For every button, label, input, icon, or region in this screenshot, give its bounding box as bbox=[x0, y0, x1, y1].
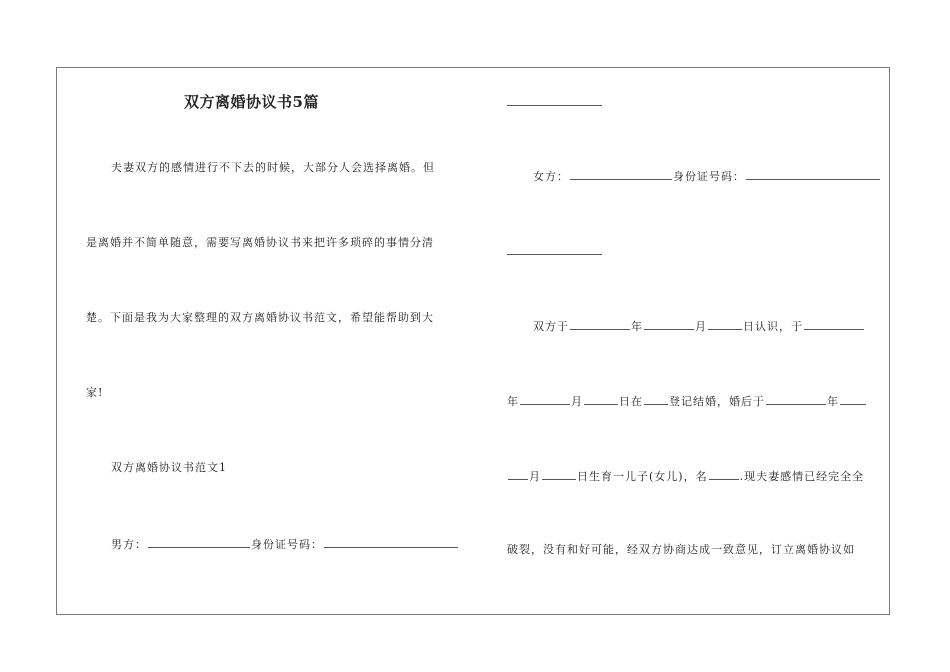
sample-heading: 双方离婚协议书范文1 bbox=[111, 461, 227, 474]
relationship-broken-text: .现夫妻感情已经完全全 bbox=[739, 470, 865, 483]
female-name-blank[interactable] bbox=[570, 168, 672, 180]
birth-year-blank[interactable] bbox=[766, 393, 826, 405]
birth-label: 日生育一儿子(女儿)，名 bbox=[577, 470, 708, 483]
female-id-blank[interactable] bbox=[746, 168, 880, 180]
register-year-blank[interactable] bbox=[804, 318, 864, 330]
male-info-line bbox=[111, 536, 459, 552]
male-id-blank[interactable] bbox=[324, 536, 458, 548]
month-label: 月 bbox=[695, 320, 707, 333]
intro-line-4: 家! bbox=[86, 386, 104, 399]
year-label: 年 bbox=[827, 395, 839, 408]
birth-day-blank[interactable] bbox=[542, 468, 576, 480]
female-info-line bbox=[533, 168, 881, 184]
day-at-label: 日在 bbox=[619, 395, 643, 408]
intro-line-1: 夫妻双方的感情进行不下去的时候，大部分人会选择离婚。但 bbox=[111, 161, 435, 174]
child-name-blank[interactable] bbox=[709, 468, 739, 480]
register-place-blank[interactable] bbox=[644, 393, 668, 405]
intro-line-3: 楚。下面是我为大家整理的双方离婚协议书范文，希望能帮助到大 bbox=[86, 311, 434, 324]
met-day-blank[interactable] bbox=[708, 318, 742, 330]
month-label: 月 bbox=[529, 470, 541, 483]
document-title: 双方离婚协议书5篇 bbox=[184, 93, 319, 111]
female-id-continuation-blank[interactable] bbox=[507, 254, 602, 255]
registered-label: 登记结婚，婚后于 bbox=[669, 395, 765, 408]
year-label: 年 bbox=[507, 395, 519, 408]
birth-month-blank-end[interactable] bbox=[508, 468, 528, 480]
register-day-blank[interactable] bbox=[584, 393, 618, 405]
met-prefix: 双方于 bbox=[533, 320, 569, 333]
birth-month-blank-start[interactable] bbox=[840, 393, 866, 405]
register-month-blank[interactable] bbox=[520, 393, 570, 405]
met-month-blank[interactable] bbox=[644, 318, 694, 330]
marriage-line-b bbox=[507, 393, 867, 409]
marriage-line-d: 破裂，没有和好可能，经双方协商达成一致意见，订立离婚协议如 bbox=[507, 543, 855, 556]
female-id-label: 身份证号码： bbox=[673, 170, 745, 183]
male-id-label: 身份证号码： bbox=[251, 538, 323, 551]
year-label: 年 bbox=[631, 320, 643, 333]
intro-line-2: 是离婚并不简单随意，需要写离婚协议书来把许多琐碎的事情分清 bbox=[86, 236, 434, 249]
continuation-blank-top[interactable] bbox=[507, 105, 602, 106]
met-year-blank[interactable] bbox=[570, 318, 630, 330]
male-name-blank[interactable] bbox=[148, 536, 250, 548]
month-label: 月 bbox=[571, 395, 583, 408]
female-label: 女方： bbox=[533, 170, 569, 183]
male-label: 男方： bbox=[111, 538, 147, 551]
page-frame bbox=[56, 67, 890, 615]
day-met-label: 日认识，于 bbox=[743, 320, 803, 333]
marriage-line-a bbox=[533, 318, 865, 334]
marriage-line-c bbox=[507, 468, 864, 484]
